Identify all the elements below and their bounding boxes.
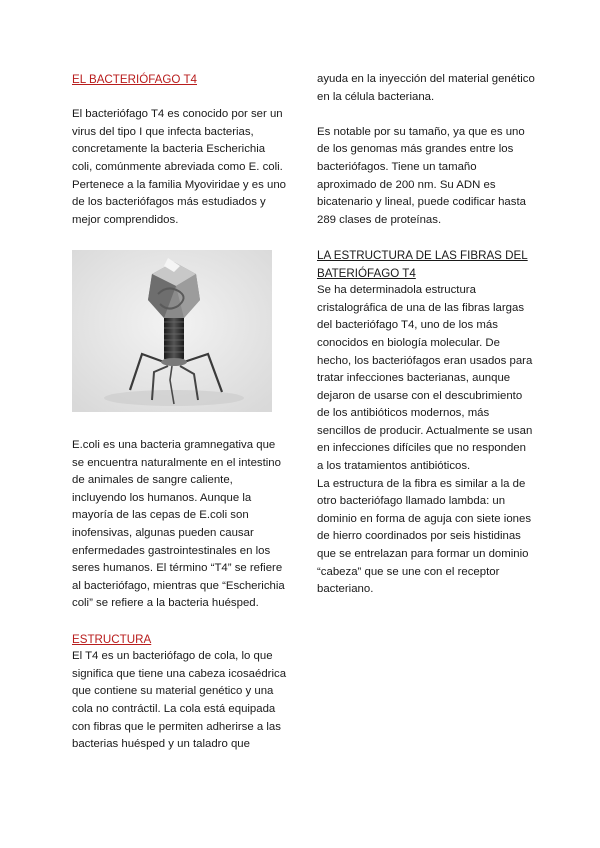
ecoli-paragraph: E.coli es una bacteria gramnegativa que se encuentra naturalmente en el intestino de animales de sangre caliente, incluyendo los humanos. Aunque la mayoría de las cepas de E.coli son inofensivas, algunas pueden causar enfermedades gastrointestinales en los seres humanos. El término “T4” se refiere al bacteriófago, mientras que “Escherichia coli” se refiere a la bacteria huésped.: [72, 439, 285, 610]
size-paragraph: Es notable por su tamaño, ya que es uno de los genomas más grandes entre los bacteriófagos. Tiene un tamaño aproximado de 200 nm. Su ADN es bicatenario y lineal, puede codificar hasta 289 clases de proteínas.: [317, 125, 526, 226]
structure-heading: ESTRUCTURA: [72, 632, 152, 646]
fibers-paragraph-1: Se ha determinadola estructura cristalográfica de una de las fibras largas del bacteriófago T4, uno de los más conocidos en biología molecular. De hecho, los bacteriófagos eran usados para tratar infecciones bacterianas, aunque dejaron de usarse con el descubrimiento de los antibióticos modernos, más sencillos de producir. Actualmente se usan en infecciones difíciles que no responden a los tratamientos antibióticos.: [317, 284, 533, 473]
left-column-lower: [72, 437, 287, 754]
bacteriophage-model-icon: [72, 250, 272, 412]
bacteriophage-image: [72, 250, 272, 412]
left-column: [72, 71, 287, 229]
structure-paragraph: El T4 es un bacteriófago de cola, lo que significa que tiene una cabeza icosaédrica que contiene su material genético y una cola no contráctil. La cola está equipada con fibras que le permiten adherirse a las bacterias huésped y un taladro que: [72, 650, 287, 751]
fibers-paragraph-2: La estructura de la fibra es similar a la de otro bacteriófago llamado lambda: un dominio en forma de aguja con siete iones de hierro coordinados por seis histidinas que se entrelazan para formar un dominio “cabeza” que se une con el receptor bacteriano.: [317, 477, 532, 596]
page-title: EL BACTERIÓFAGO T4: [72, 73, 197, 86]
continuation-paragraph: ayuda en la inyección del material genético en la célula bacteriana.: [317, 73, 535, 103]
intro-paragraph: El bacteriófago T4 es conocido por ser un virus del tipo I que infecta bacterias, concretamente la bacteria Escherichia coli, comúnmente abreviada como E. coli. Pertenece a la familia Myoviridae y es uno de los bacteriófagos más estudiados y mejor comprendidos.: [72, 108, 286, 226]
fibers-heading: LA ESTRUCTURA DE LAS FIBRAS DEL BATERIÓFAGO T4: [317, 248, 528, 280]
right-column: [317, 71, 535, 599]
